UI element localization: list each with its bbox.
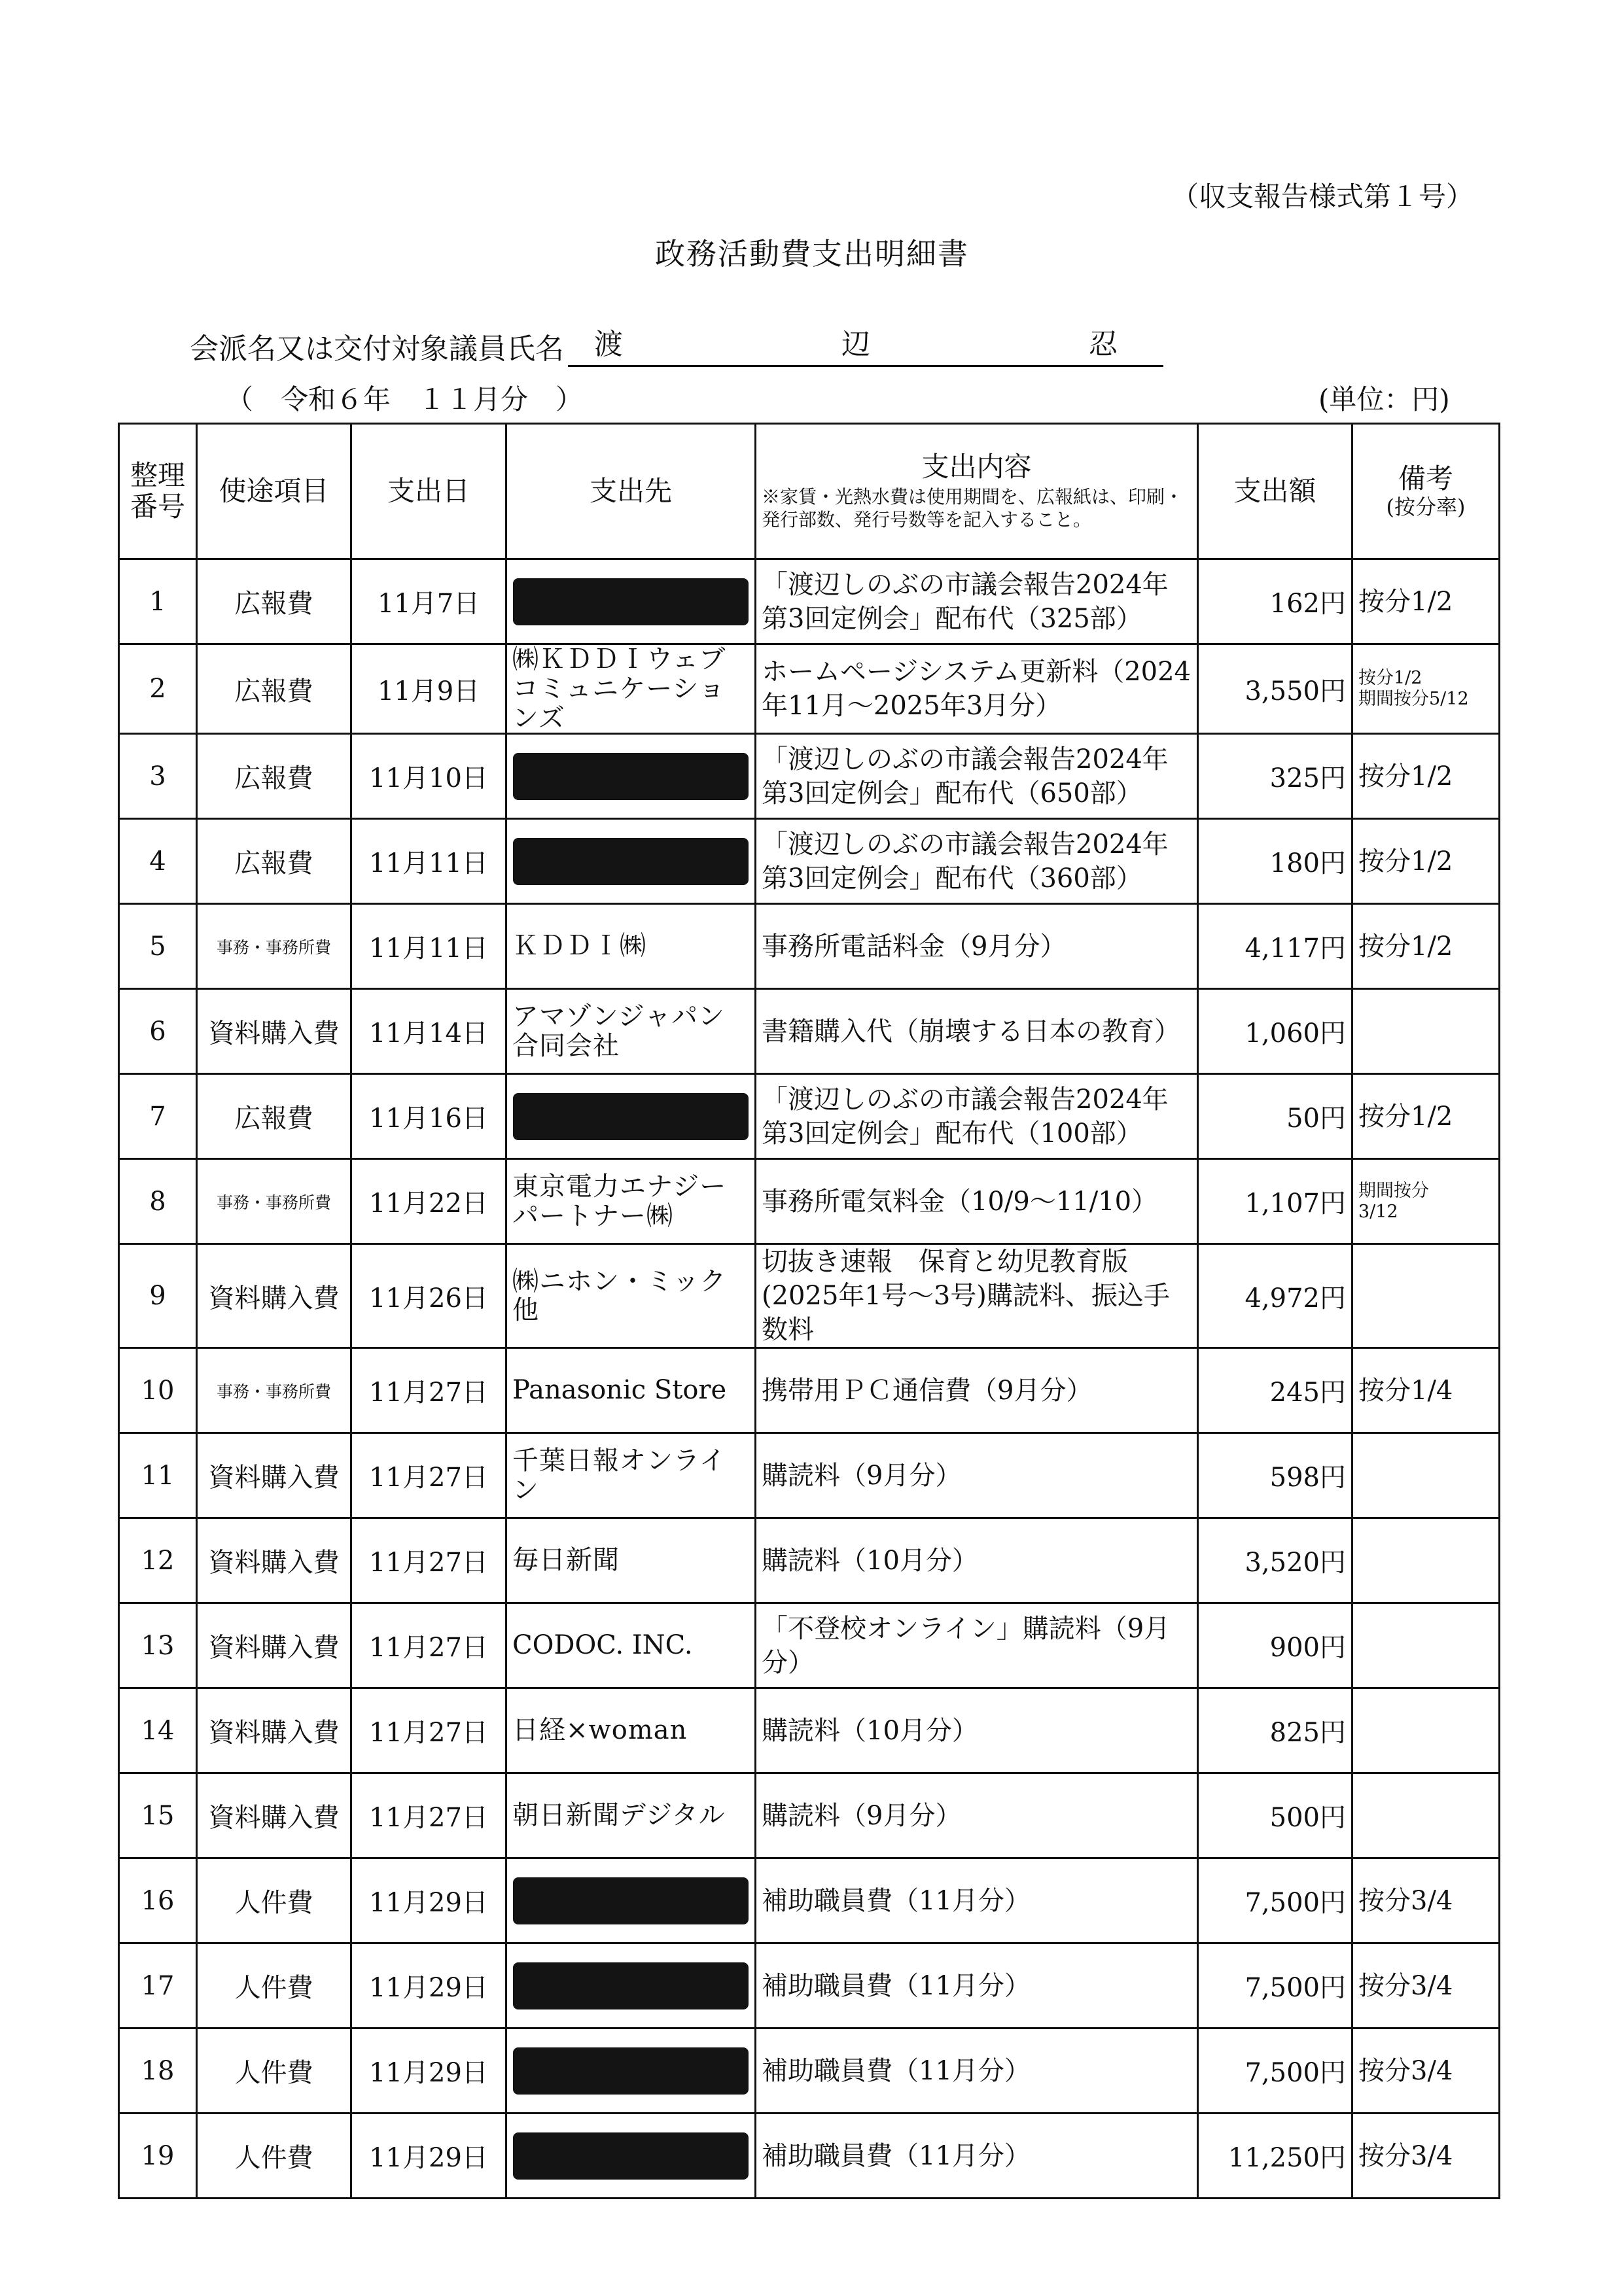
row-remarks: 按分1/2 — [1352, 1074, 1500, 1159]
row-number: 8 — [119, 1159, 197, 1244]
redaction-block — [513, 838, 749, 885]
row-description: 「渡辺しのぶの市議会報告2024年第3回定例会」配布代（650部） — [756, 734, 1198, 819]
row-date: 11月29日 — [351, 1943, 506, 2028]
row-remarks: 按分3/4 — [1352, 1858, 1500, 1943]
row-number: 1 — [119, 559, 197, 644]
row-payee: 千葉日報オンライン — [506, 1433, 756, 1518]
row-category: 資料購入費 — [197, 1433, 351, 1518]
row-remarks: 按分1/4 — [1352, 1348, 1500, 1433]
row-description: 補助職員費（11月分） — [756, 2113, 1198, 2199]
row-remarks: 按分3/4 — [1352, 2028, 1500, 2113]
row-date: 11月22日 — [351, 1159, 506, 1244]
row-number: 2 — [119, 644, 197, 734]
row-payee: 日経×woman — [506, 1688, 756, 1773]
row-remarks: 按分1/2 — [1352, 734, 1500, 819]
row-description: ホームページシステム更新料（2024年11月～2025年3月分） — [756, 644, 1198, 734]
row-category: 人件費 — [197, 2028, 351, 2113]
col-remarks-label: 備考 — [1398, 462, 1453, 495]
row-payee: アマゾンジャパン合同会社 — [506, 989, 756, 1074]
row-payee — [506, 2028, 756, 2113]
redaction-block — [513, 2132, 749, 2180]
row-remarks: 按分3/4 — [1352, 1943, 1500, 2028]
expense-table — [118, 423, 1500, 2199]
col-no-header — [119, 424, 197, 559]
row-payee — [506, 1943, 756, 2028]
row-amount: 162円 — [1198, 559, 1352, 644]
table-row — [119, 1074, 1500, 1159]
row-date: 11月27日 — [351, 1773, 506, 1858]
row-date: 11月27日 — [351, 1518, 506, 1603]
row-amount: 7,500円 — [1198, 1943, 1352, 2028]
row-description: 補助職員費（11月分） — [756, 1943, 1198, 2028]
row-description: 携帯用ＰＣ通信費（9月分） — [756, 1348, 1198, 1433]
row-payee: 毎日新聞 — [506, 1518, 756, 1603]
redaction-block — [513, 753, 749, 800]
row-remarks: 按分1/2 — [1352, 559, 1500, 644]
row-category: 広報費 — [197, 734, 351, 819]
row-date: 11月26日 — [351, 1244, 506, 1348]
row-payee: CODOC. INC. — [506, 1603, 756, 1688]
row-date: 11月7日 — [351, 559, 506, 644]
table-row — [119, 559, 1500, 644]
row-number: 7 — [119, 1074, 197, 1159]
table-row — [119, 1518, 1500, 1603]
row-payee — [506, 734, 756, 819]
col-description-note: ※家賃・光熱水費は使用期間を、広報紙は、印刷・発行部数、発行号数等を記入すること。 — [762, 486, 1184, 531]
col-remarks-header — [1352, 424, 1500, 559]
row-date: 11月27日 — [351, 1688, 506, 1773]
row-payee — [506, 1074, 756, 1159]
row-date: 11月27日 — [351, 1603, 506, 1688]
row-number: 3 — [119, 734, 197, 819]
table-row — [119, 1858, 1500, 1943]
redaction-block — [513, 1962, 749, 2009]
redaction-block — [513, 578, 749, 625]
row-category: 資料購入費 — [197, 1244, 351, 1348]
row-amount: 4,972円 — [1198, 1244, 1352, 1348]
table-row — [119, 989, 1500, 1074]
row-number: 17 — [119, 1943, 197, 2028]
row-remarks: 按分1/2 — [1352, 819, 1500, 904]
table-row — [119, 819, 1500, 904]
row-remarks — [1352, 1518, 1500, 1603]
row-category: 広報費 — [197, 559, 351, 644]
row-date: 11月27日 — [351, 1433, 506, 1518]
row-number: 14 — [119, 1688, 197, 1773]
col-description-header — [756, 424, 1198, 559]
row-description: 購読料（10月分） — [756, 1688, 1198, 1773]
row-date: 11月29日 — [351, 1858, 506, 1943]
row-amount: 900円 — [1198, 1603, 1352, 1688]
row-category: 資料購入費 — [197, 1518, 351, 1603]
row-remarks — [1352, 1773, 1500, 1858]
row-category: 人件費 — [197, 1943, 351, 2028]
row-category: 事務・事務所費 — [197, 1348, 351, 1433]
row-category: 事務・事務所費 — [197, 904, 351, 989]
row-amount: 1,060円 — [1198, 989, 1352, 1074]
row-payee: 朝日新聞デジタル — [506, 1773, 756, 1858]
row-amount: 7,500円 — [1198, 2028, 1352, 2113]
row-remarks: 按分1/2 期間按分5/12 — [1352, 644, 1500, 734]
row-category: 広報費 — [197, 644, 351, 734]
table-header — [119, 424, 1500, 559]
row-amount: 1,107円 — [1198, 1159, 1352, 1244]
row-description: 書籍購入代（崩壊する日本の教育） — [756, 989, 1198, 1074]
row-amount: 3,520円 — [1198, 1518, 1352, 1603]
col-no-label: 整理 番号 — [130, 459, 185, 523]
row-category: 資料購入費 — [197, 1773, 351, 1858]
row-category: 広報費 — [197, 1074, 351, 1159]
row-description: 補助職員費（11月分） — [756, 2028, 1198, 2113]
row-number: 5 — [119, 904, 197, 989]
member-name-part: 辺 — [841, 328, 870, 361]
row-amount: 50円 — [1198, 1074, 1352, 1159]
col-remarks-sub: (按分率) — [1386, 494, 1466, 519]
redaction-block — [513, 1093, 749, 1140]
row-payee — [506, 1858, 756, 1943]
table-row — [119, 1943, 1500, 2028]
table-row — [119, 1773, 1500, 1858]
row-remarks — [1352, 1688, 1500, 1773]
col-description-label: 支出内容 — [921, 450, 1032, 483]
row-remarks — [1352, 1433, 1500, 1518]
row-description: 事務所電話料金（9月分） — [756, 904, 1198, 989]
row-date: 11月9日 — [351, 644, 506, 734]
row-number: 19 — [119, 2113, 197, 2199]
row-category: 人件費 — [197, 2113, 351, 2199]
row-remarks — [1352, 1603, 1500, 1688]
table-row — [119, 1159, 1500, 1244]
table-body — [119, 559, 1500, 2199]
row-remarks: 按分1/2 — [1352, 904, 1500, 989]
row-description: 切抜き速報 保育と幼児教育版(2025年1号～3号)購読料、振込手数料 — [756, 1244, 1198, 1348]
row-amount: 825円 — [1198, 1688, 1352, 1773]
col-category-header: 使途項目 — [197, 424, 351, 559]
row-payee: 東京電力エナジーパートナー㈱ — [506, 1159, 756, 1244]
row-description: 「渡辺しのぶの市議会報告2024年第3回定例会」配布代（325部） — [756, 559, 1198, 644]
form-number: （収支報告様式第１号） — [1171, 181, 1474, 213]
row-number: 4 — [119, 819, 197, 904]
col-payee-header: 支出先 — [506, 424, 756, 559]
row-number: 6 — [119, 989, 197, 1074]
row-date: 11月11日 — [351, 819, 506, 904]
row-number: 18 — [119, 2028, 197, 2113]
row-number: 10 — [119, 1348, 197, 1433]
row-number: 12 — [119, 1518, 197, 1603]
document-title: 政務活動費支出明細書 — [655, 236, 969, 271]
row-remarks: 期間按分 3/12 — [1352, 1159, 1500, 1244]
row-amount: 3,550円 — [1198, 644, 1352, 734]
row-remarks: 按分3/4 — [1352, 2113, 1500, 2199]
row-date: 11月29日 — [351, 2028, 506, 2113]
row-number: 11 — [119, 1433, 197, 1518]
row-amount: 180円 — [1198, 819, 1352, 904]
row-payee: Panasonic Store — [506, 1348, 756, 1433]
row-remarks — [1352, 1244, 1500, 1348]
row-payee — [506, 819, 756, 904]
table-row — [119, 2113, 1500, 2199]
table-row — [119, 1433, 1500, 1518]
row-remarks — [1352, 989, 1500, 1074]
table-row — [119, 644, 1500, 734]
table-row — [119, 904, 1500, 989]
row-amount: 325円 — [1198, 734, 1352, 819]
row-payee: ㈱ニホン・ミック他 — [506, 1244, 756, 1348]
row-payee — [506, 2113, 756, 2199]
row-category: 人件費 — [197, 1858, 351, 1943]
row-date: 11月29日 — [351, 2113, 506, 2199]
row-date: 11月16日 — [351, 1074, 506, 1159]
table-row — [119, 1603, 1500, 1688]
member-name — [568, 321, 1163, 367]
row-description: 「不登校オンライン」購読料（9月分） — [756, 1603, 1198, 1688]
row-amount: 245円 — [1198, 1348, 1352, 1433]
row-description: 事務所電気料金（10/9～11/10） — [756, 1159, 1198, 1244]
row-date: 11月27日 — [351, 1348, 506, 1433]
row-payee: ㈱ＫＤＤＩウェブコミュニケーションズ — [506, 644, 756, 734]
row-amount: 11,250円 — [1198, 2113, 1352, 2199]
row-description: 「渡辺しのぶの市議会報告2024年第3回定例会」配布代（100部） — [756, 1074, 1198, 1159]
row-category: 広報費 — [197, 819, 351, 904]
row-amount: 7,500円 — [1198, 1858, 1352, 1943]
row-category: 資料購入費 — [197, 1688, 351, 1773]
col-amount-header: 支出額 — [1198, 424, 1352, 559]
table-row — [119, 2028, 1500, 2113]
member-label: 会派名又は交付対象議員氏名 — [190, 332, 564, 366]
member-name-part: 渡 — [594, 328, 623, 361]
row-description: 購読料（9月分） — [756, 1773, 1198, 1858]
row-date: 11月10日 — [351, 734, 506, 819]
redaction-block — [513, 1877, 749, 1924]
table-row — [119, 734, 1500, 819]
col-date-header: 支出日 — [351, 424, 506, 559]
table-row — [119, 1348, 1500, 1433]
row-description: 「渡辺しのぶの市議会報告2024年第3回定例会」配布代（360部） — [756, 819, 1198, 904]
row-number: 15 — [119, 1773, 197, 1858]
row-category: 資料購入費 — [197, 1603, 351, 1688]
row-number: 9 — [119, 1244, 197, 1348]
row-description: 購読料（9月分） — [756, 1433, 1198, 1518]
row-description: 補助職員費（11月分） — [756, 1858, 1198, 1943]
row-payee: ＫＤＤＩ㈱ — [506, 904, 756, 989]
table-row — [119, 1688, 1500, 1773]
row-amount: 500円 — [1198, 1773, 1352, 1858]
table-row — [119, 1244, 1500, 1348]
row-category: 事務・事務所費 — [197, 1159, 351, 1244]
report-period: （ 令和６年 １１月分 ） — [226, 383, 584, 415]
redaction-block — [513, 2047, 749, 2095]
member-name-part: 忍 — [1089, 328, 1118, 361]
row-date: 11月11日 — [351, 904, 506, 989]
row-description: 購読料（10月分） — [756, 1518, 1198, 1603]
row-number: 13 — [119, 1603, 197, 1688]
row-date: 11月14日 — [351, 989, 506, 1074]
row-payee — [506, 559, 756, 644]
row-amount: 598円 — [1198, 1433, 1352, 1518]
row-number: 16 — [119, 1858, 197, 1943]
member-row — [190, 321, 1163, 367]
row-category: 資料購入費 — [197, 989, 351, 1074]
row-amount: 4,117円 — [1198, 904, 1352, 989]
currency-unit: (単位：円) — [1318, 383, 1450, 415]
